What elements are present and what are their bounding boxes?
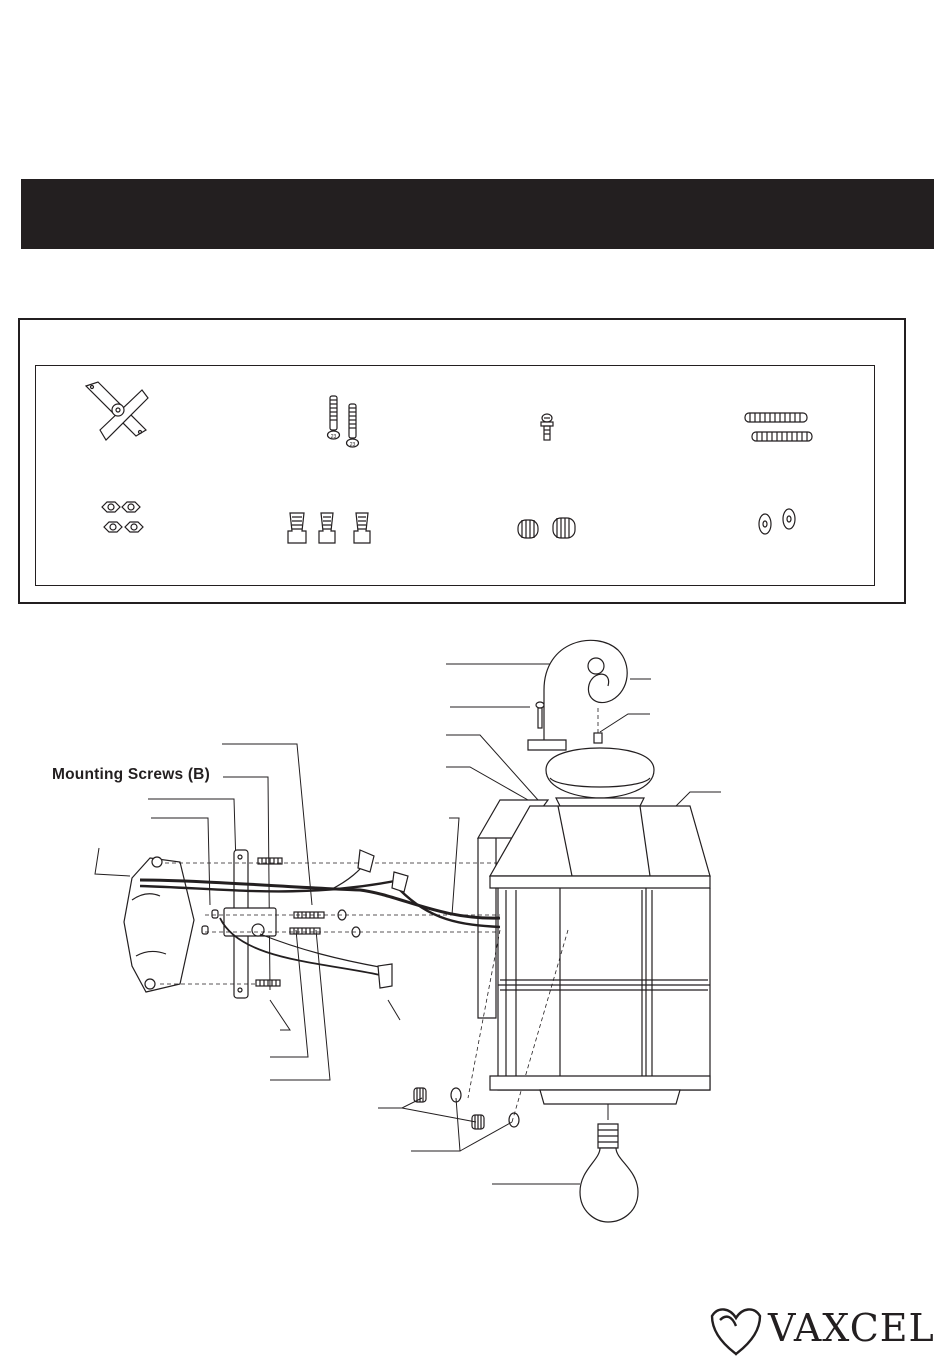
- outlet-box: [124, 857, 194, 992]
- brand-logo: [706, 1302, 936, 1354]
- cap-nuts-part: [518, 518, 575, 538]
- mounting-bracket-part: [86, 382, 148, 440]
- mounting-screws-part: [328, 396, 359, 448]
- wire-nuts-installed: [358, 850, 408, 988]
- threaded-nipples-part: [745, 413, 812, 441]
- screw-mark: 23: [349, 442, 356, 448]
- ground-screw-part: [541, 414, 553, 440]
- crossbar-bracket: [202, 850, 276, 998]
- lower-nuts-washers: [414, 1088, 519, 1129]
- washers-part: [759, 509, 795, 534]
- lantern-arm: [528, 640, 627, 750]
- brand-name: VAXCEL: [768, 1306, 935, 1350]
- screw-mark: 23: [330, 434, 337, 440]
- light-bulb: [580, 1124, 638, 1222]
- hex-nuts-part: [102, 502, 143, 532]
- mounting-screws-label: Mounting Screws (B): [52, 766, 210, 783]
- wire-connectors-part: [288, 513, 370, 543]
- mounting-screw-top: [536, 702, 544, 728]
- threaded-rods: [290, 910, 360, 937]
